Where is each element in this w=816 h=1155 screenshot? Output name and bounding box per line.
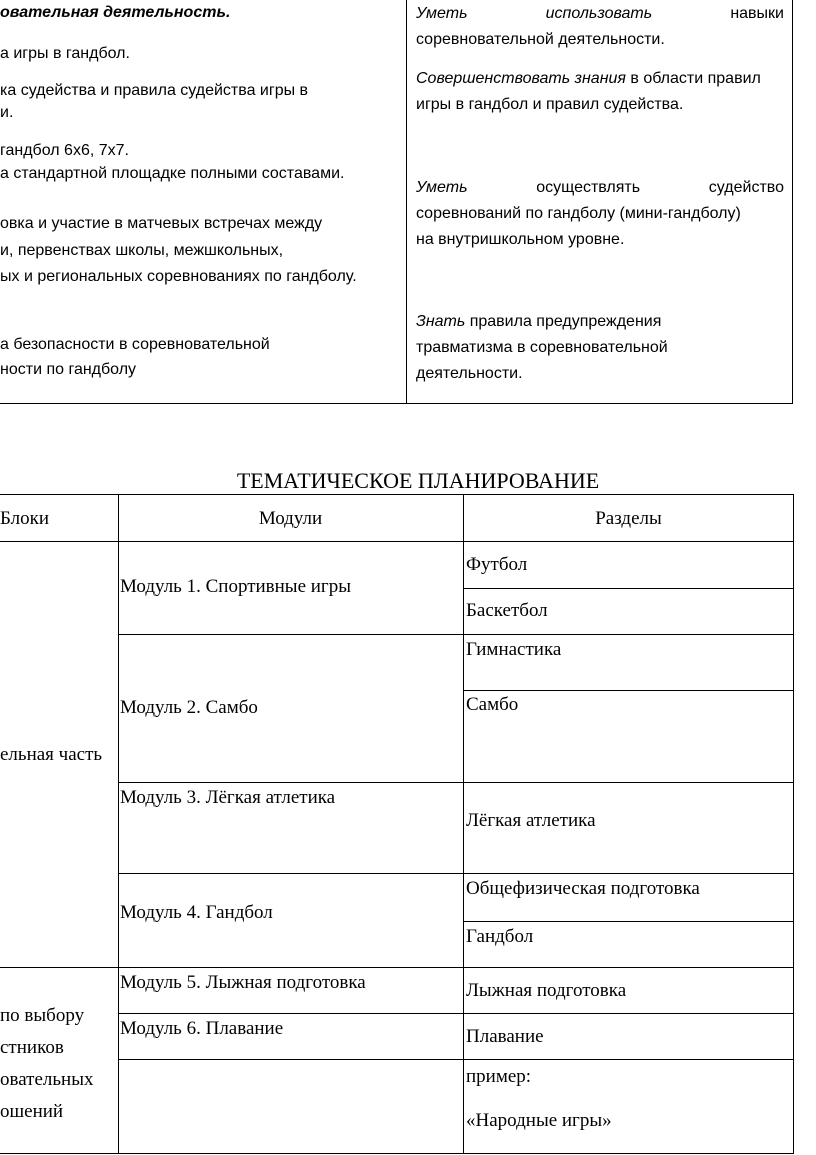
content-line: овка и участие в матчевых встречах между	[0, 215, 323, 232]
section-cell: Самбо	[466, 694, 519, 715]
table-border	[792, 0, 793, 404]
competency-text: в области правил	[625, 70, 761, 87]
section-cell: Общефизическая подготовка	[466, 878, 700, 899]
section-cell: Гимнастика	[466, 639, 562, 660]
module-cell: Модуль 4. Гандбол	[120, 902, 273, 923]
section-cell: Гандбол	[466, 926, 534, 947]
module-cell: Модуль 1. Спортивные игры	[120, 576, 351, 597]
table-border	[0, 1153, 794, 1154]
content-line: а безопасности в соревновательной	[0, 336, 270, 353]
section-cell: пример:	[466, 1066, 532, 1087]
content-line: а стандартной площадке полными составами.	[0, 165, 345, 182]
block-label	[0, 1000, 93, 1128]
competency-line	[416, 311, 661, 333]
section-cell: Плавание	[466, 1026, 544, 1047]
header-sections: Разделы	[595, 508, 662, 529]
competency-line: на внутришкольном уровне.	[416, 231, 625, 248]
header-blocks: Блоки	[0, 508, 50, 529]
content-line: и, первенствах школы, межшкольных,	[0, 242, 284, 259]
header-modules: Модули	[258, 508, 323, 529]
block-label-line: овательных	[0, 1069, 94, 1090]
row-divider	[463, 588, 794, 589]
row-divider	[118, 634, 794, 635]
module-cell: Модуль 3. Лёгкая атлетика	[120, 787, 336, 808]
table-border	[0, 403, 793, 404]
column-divider	[463, 494, 464, 1154]
section-cell: Футбол	[466, 554, 528, 575]
content-line: гандбол 6х6, 7х7.	[0, 142, 129, 159]
row-divider	[463, 921, 794, 922]
competency-word: навыки	[730, 5, 784, 22]
content-line: ности по гандболу	[0, 361, 137, 378]
block-label-line: по выбору	[0, 1005, 85, 1026]
content-line: ых и региональных соревнованиях по гандболу.	[0, 268, 357, 285]
section-cell: Баскетбол	[466, 600, 548, 621]
row-divider	[0, 967, 118, 968]
competency-line: соревновательной деятельности.	[416, 31, 665, 48]
competency-verb: Совершенствовать знания	[416, 70, 626, 87]
row-divider	[118, 1059, 794, 1060]
content-line: и.	[0, 104, 14, 121]
section-cell: Лёгкая атлетика	[466, 810, 596, 831]
competency-word: судейство	[708, 179, 784, 196]
table-divider	[406, 0, 407, 404]
module-cell: Модуль 5. Лыжная подготовка	[120, 972, 366, 993]
competency-line	[416, 68, 761, 90]
competency-verb: Знать	[416, 313, 466, 330]
section-cell: Лыжная подготовка	[466, 980, 627, 1001]
competency-line: соревнований по гандболу (мини-гандболу)	[416, 205, 741, 222]
module-cell: Модуль 6. Плавание	[120, 1018, 284, 1039]
competency-line: деятельности.	[416, 365, 523, 382]
competency-text: правила предупреждения	[465, 313, 662, 330]
competency-verb: Уметь	[416, 5, 468, 22]
row-divider	[118, 782, 794, 783]
table-border	[793, 494, 794, 1154]
left-header: овательная деятельность.	[0, 4, 231, 21]
competency-line	[416, 177, 784, 199]
competency-word: осуществлять	[536, 179, 641, 196]
row-divider	[118, 1013, 794, 1014]
competency-verb: использовать	[545, 5, 653, 22]
block-label-line: стников	[0, 1037, 64, 1058]
row-divider	[118, 967, 794, 968]
row-divider	[118, 873, 794, 874]
table-border	[0, 541, 794, 542]
competency-line: травматизма в соревновательной	[416, 339, 668, 356]
competency-verb: Уметь	[416, 179, 468, 196]
content-line: а игры в гандбол.	[0, 45, 130, 62]
row-divider	[463, 690, 794, 691]
content-line: ка судейства и правила судейства игры в	[0, 82, 309, 99]
module-cell: Модуль 2. Самбо	[120, 697, 258, 718]
block-label-line: ошений	[0, 1101, 64, 1122]
block-label: ельная часть	[0, 744, 103, 765]
column-divider	[118, 494, 119, 1154]
competency-line	[416, 3, 784, 25]
section-cell: «Народные игры»	[466, 1110, 612, 1131]
competency-line: игры в гандбол и правил судейства.	[416, 96, 684, 113]
section-title: ТЕМАТИЧЕСКОЕ ПЛАНИРОВАНИЕ	[236, 468, 600, 493]
table-border	[0, 494, 794, 495]
